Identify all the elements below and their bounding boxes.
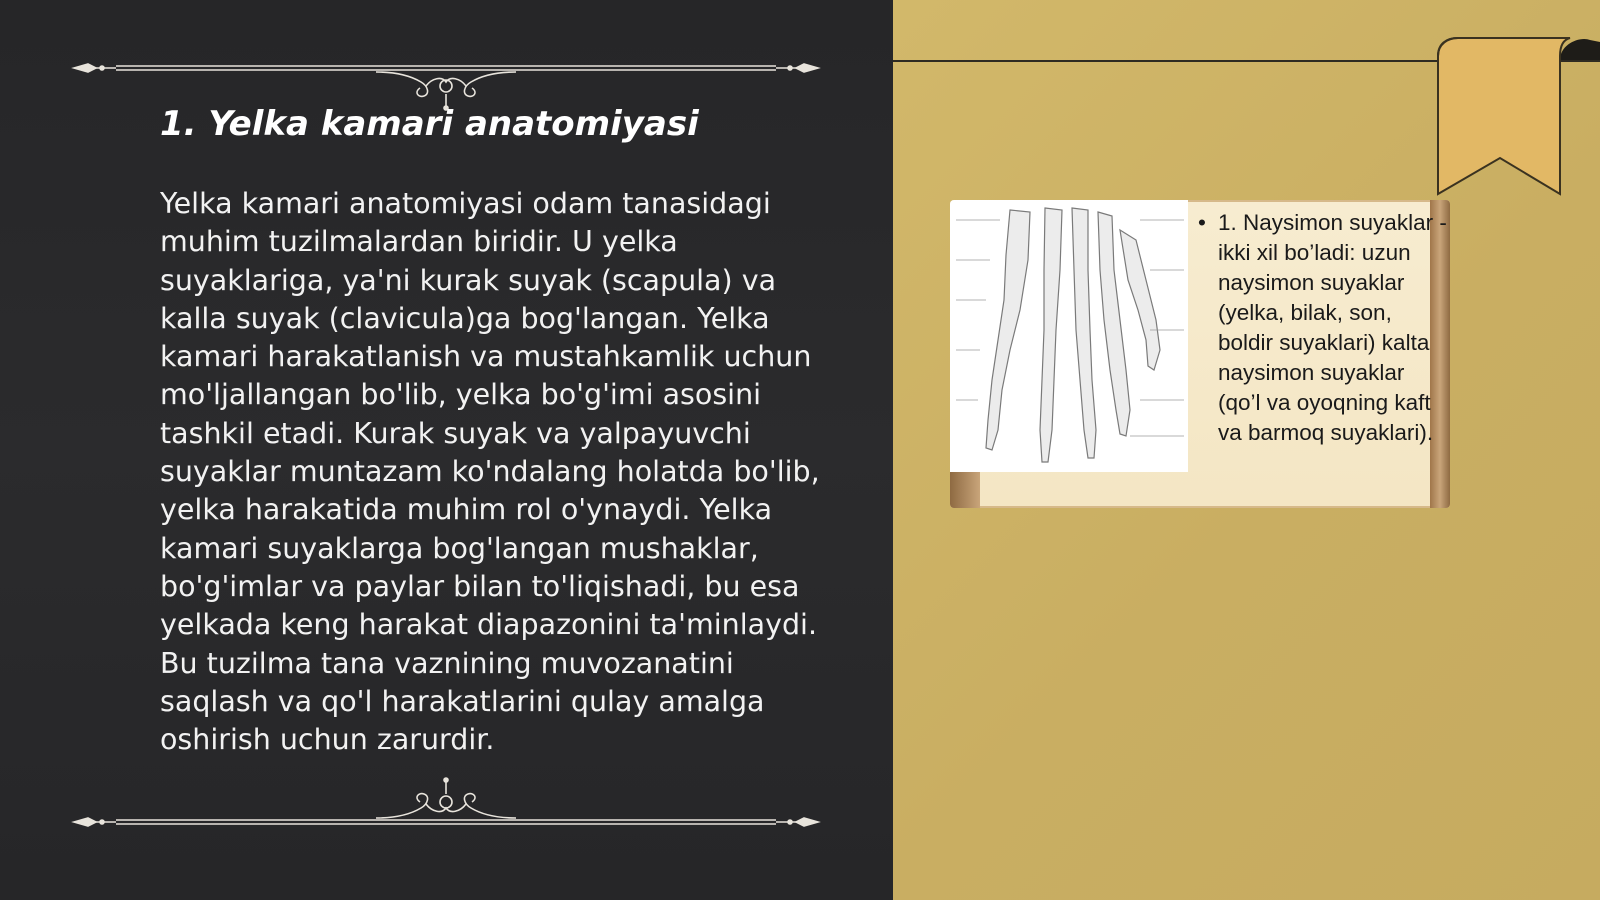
slide-body-text: Yelka kamari anatomiyasi odam tanasidagi muhim tuzilmalardan biridir. U yelka suyaklariga, ya'ni kurak suyak (scapula) va kalla suyak (clavicula)ga bog'langan. Yelka kamari harakatlanish va mustahkamlik uchun mo'ljallangan bo'lib, yelka bo'g'imi asosini tashkil etadi. Kurak suyak va yalpayuvchi suyaklar muntazam ko'ndalang holatda bo'lib, yelka harakatida muhim rol o'ynaydi. Yelka kamari suyaklarga bog'langan mushaklar, bo'g'imlar va paylar bilan to'liqishadi, bu esa yelkada keng harakat diapazonini ta'minlaydi. Bu tuzilma tana vaznining muvozanatini saqlash va qo'l harakatlarini qulay amalga oshirish uchun zarurdir. (160, 187, 820, 757)
info-card (950, 200, 1450, 508)
scroll-ornament-icon (66, 52, 826, 112)
scroll-ornament-icon (66, 770, 826, 830)
bullet-marker: • (1198, 210, 1206, 235)
hand-skeleton-illustration (950, 200, 1188, 472)
card-frame-corner (950, 470, 980, 508)
slide-title: 1. Yelka kamari anatomiyasi (160, 104, 699, 144)
card-text-content: 1. Naysimon suyaklar - ikki xil bo’ladi: uzun naysimon suyaklar (yelka, bilak, son, boldir suyaklari) kalta naysimon suyaklar (qo’l va oyoqning kaft va barmoq suyaklari). (1218, 210, 1447, 445)
card-bullet-text (1198, 208, 1450, 448)
bookmark-ribbon-icon (1430, 30, 1600, 200)
